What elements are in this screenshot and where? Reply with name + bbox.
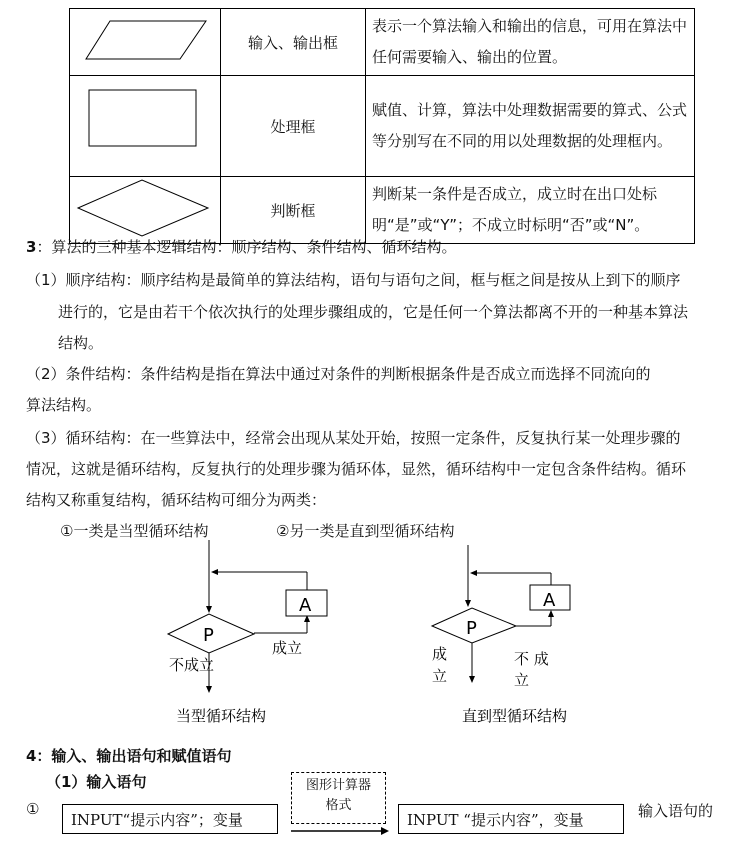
symbol-description: 表示一个算法输入和输出的信息，可用在算法中任何需要输入、输出的位置。 bbox=[366, 9, 695, 76]
while-loop-diagram bbox=[150, 540, 350, 740]
no-label-1: 不 成 bbox=[514, 650, 549, 668]
para-sequence-l1: （1）顺序结构：顺序结构是最简单的算法结构，语句与语句之间，框与框之间是按从上到下的顺序 bbox=[26, 271, 681, 289]
symbol-name: 处理框 bbox=[221, 76, 366, 177]
para-loop-l3: 结构又称重复结构，循环结构可细分为两类： bbox=[26, 491, 327, 509]
symbol-description: 赋值、计算，算法中处理数据需要的算式、公式等分别写在不同的用以处理数据的处理框内。 bbox=[366, 76, 695, 177]
para-loop-l1: （3）循环结构：在一些算法中，经常会出现从某处开始，按照一定条件，反复执行某一处理步骤的 bbox=[26, 429, 681, 447]
input-statement-subheading: （1）输入语句 bbox=[46, 773, 147, 791]
body-label: A bbox=[299, 595, 312, 616]
symbol-description: 判断某一条件是否成立，成立时在出口处标明“是”或“Y”；不成立时标明“否”或“N”。 bbox=[366, 177, 695, 244]
table-row bbox=[70, 76, 695, 177]
section-3-heading: 3：算法的三种基本逻辑结构：顺序结构、条件结构、循环结构。 bbox=[26, 238, 457, 256]
diagram-caption: 当型循环结构 bbox=[176, 707, 267, 725]
yes-label-2: 立 bbox=[432, 667, 448, 685]
para-loop-l2: 情况，这就是循环结构，反复执行的处理步骤为循环体，显然，循环结构中一定包含条件结构。循环 bbox=[26, 460, 687, 478]
loop-type-1: ①一类是当型循环结构 bbox=[60, 522, 209, 540]
box-line-2: 格式 bbox=[325, 798, 352, 813]
item-marker: ① bbox=[26, 800, 40, 818]
no-label: 不成立 bbox=[169, 656, 215, 674]
right-arrow-icon bbox=[289, 824, 391, 838]
table-cell-shape bbox=[70, 9, 221, 76]
loop-type-2: ②另一类是直到型循环结构 bbox=[276, 522, 455, 540]
input-format-box: INPUT“提示内容”；变量 bbox=[62, 804, 278, 834]
rectangle-shape bbox=[70, 76, 220, 172]
para-sequence-l2: 进行的，它是由若干个依次执行的处理步骤组成的，它是任何一个算法都离不开的一种基本算法 bbox=[58, 303, 689, 321]
flowchart-symbol-table bbox=[69, 8, 695, 244]
parallelogram-shape bbox=[70, 9, 220, 71]
box-line-1: 图形计算器 bbox=[305, 778, 371, 793]
para-sequence-l3: 结构。 bbox=[58, 334, 104, 352]
table-cell-shape bbox=[70, 177, 221, 244]
table-row bbox=[70, 177, 695, 244]
until-loop-diagram bbox=[420, 540, 620, 740]
no-label-2: 立 bbox=[514, 671, 530, 689]
table-cell-shape bbox=[70, 76, 221, 177]
body-label: A bbox=[543, 590, 556, 611]
symbol-name: 判断框 bbox=[221, 177, 366, 244]
para-condition-l2: 算法结构。 bbox=[26, 396, 102, 414]
trailing-text: 输入语句的 bbox=[638, 802, 714, 820]
diagram-caption: 直到型循环结构 bbox=[462, 707, 568, 725]
yes-label: 成立 bbox=[272, 639, 303, 657]
condition-label: P bbox=[466, 618, 477, 639]
diamond-shape bbox=[70, 177, 220, 239]
condition-label: P bbox=[203, 625, 214, 646]
calculator-input-format-box: INPUT “提示内容”，变量 bbox=[398, 804, 624, 834]
graphing-calculator-format-box bbox=[291, 772, 386, 824]
symbol-name: 输入、输出框 bbox=[221, 9, 366, 76]
section-4-heading: 4：输入、输出语句和赋值语句 bbox=[26, 747, 232, 765]
table-row bbox=[70, 9, 695, 76]
para-condition-l1: （2）条件结构：条件结构是指在算法中通过对条件的判断根据条件是否成立而选择不同流向的 bbox=[26, 365, 651, 383]
yes-label-1: 成 bbox=[432, 645, 448, 663]
